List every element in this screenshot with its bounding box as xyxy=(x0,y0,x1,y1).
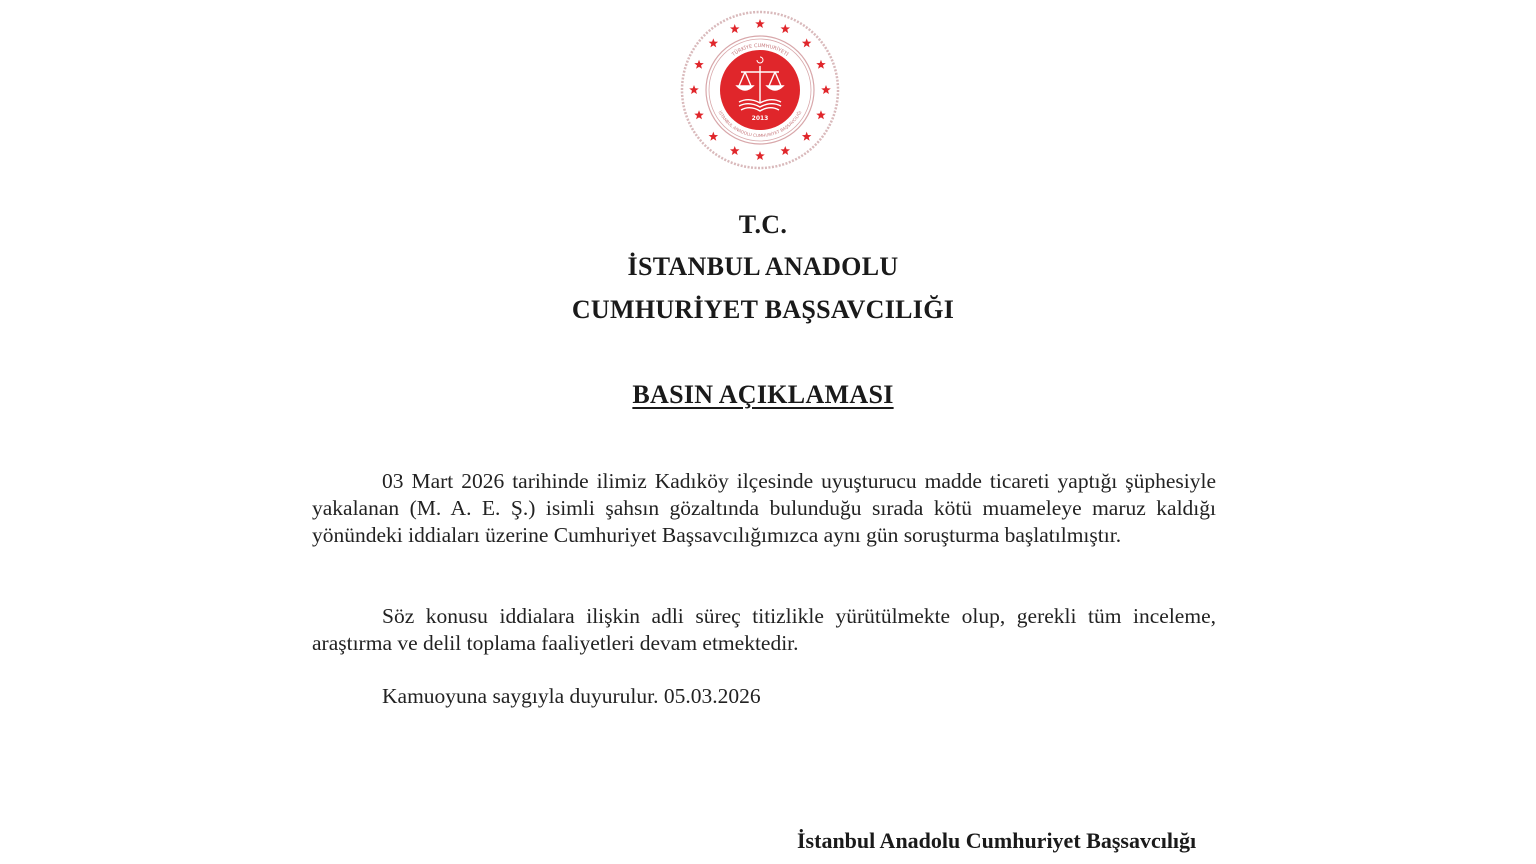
header-office-line1: İSTANBUL ANADOLU xyxy=(627,252,899,281)
svg-text:İSTANBUL ANADOLU CUMHURİYET BA: İSTANBUL ANADOLU CUMHURİYET BAŞSAVCILIĞI xyxy=(717,109,803,139)
svg-text:TÜRKİYE CUMHURİYETİ: TÜRKİYE CUMHURİYETİ xyxy=(730,42,790,58)
seal-logo xyxy=(679,10,841,170)
paragraph-2: Söz konusu iddialara ilişkin adli süreç titizlikle yürütülmekte olup, gerekli tüm inceleme, araştırma ve delil toplama faaliyetleri devam etmektedir. xyxy=(312,604,1216,655)
svg-text:2013: 2013 xyxy=(751,115,769,122)
signature: İstanbul Anadolu Cumhuriyet Başsavcılığı xyxy=(797,828,1197,853)
scales-of-justice-icon xyxy=(679,10,841,170)
paragraph-closing: Kamuoyuna saygıyla duyurulur. 05.03.2026 xyxy=(382,684,761,708)
document-title: BASIN AÇIKLAMASI xyxy=(632,380,894,409)
header-tc: T.C. xyxy=(738,210,788,239)
paragraph-1: 03 Mart 2026 tarihinde ilimiz Kadıköy ilçesinde uyuşturucu madde ticareti yaptığı şüphesiyle yakalanan (M. A. E. Ş.) isimli şahsın gözaltında bulunduğu sırada kötü muameleye maruz kaldığı yönündeki iddiaları üzerine Cumhuriyet Başsavcılığımızca aynı gün soruşturma başlatılmıştır. xyxy=(312,469,1216,547)
header-office-line2: CUMHURİYET BAŞSAVCILIĞI xyxy=(571,295,955,324)
